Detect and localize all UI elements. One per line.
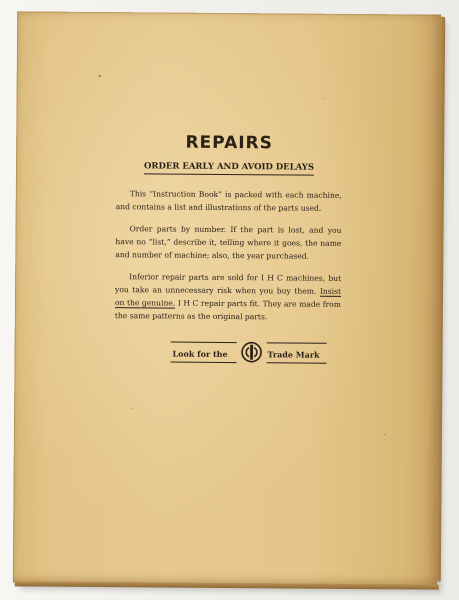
paper-speck: [323, 98, 324, 99]
trademark-text-right: Trade Mark: [267, 349, 320, 360]
paper-speck: [384, 434, 385, 435]
ihc-emblem-icon: [240, 341, 262, 363]
paper-speck: [132, 408, 133, 409]
repairs-notice: [114, 132, 342, 368]
paragraph-inferior-parts: [115, 270, 341, 324]
trademark-rule-right-bottom: [266, 362, 326, 363]
paper-speck: [99, 75, 101, 77]
page-title: REPAIRS: [185, 132, 274, 154]
trademark-line: [114, 340, 340, 368]
subtitle-text: ORDER EARLY AND AVOID DELAYS: [144, 161, 314, 175]
paragraph-inferior-parts-start: Inferior repair parts are sold for I H C machines, but you take an unnecessary risk when you buy them.: [115, 272, 342, 296]
subtitle: [116, 161, 342, 173]
trademark-rule-right-top: [267, 342, 327, 343]
trademark-rule-left-bottom: [170, 362, 236, 364]
insist-genuine-text: Insist on the genuine.: [114, 286, 342, 308]
trademark-rule-left-top: [171, 342, 237, 344]
paragraph-order-parts: Order parts by number. If the part is lost, and you have no “list,” describe it, telling where it goes, the name and number of machine; also, the year purchased.: [115, 224, 342, 261]
trademark-text-left: Look for the: [172, 348, 228, 360]
booklet-back-cover: [13, 11, 441, 585]
paragraph-instruction-book: This “Instruction Book” is packed with each machine, and contains a list and illustrations of the parts used.: [115, 189, 342, 213]
paragraph-inferior-parts-end: I H C repair parts fit. They are made from the same patterns as the original parts.: [114, 298, 342, 322]
